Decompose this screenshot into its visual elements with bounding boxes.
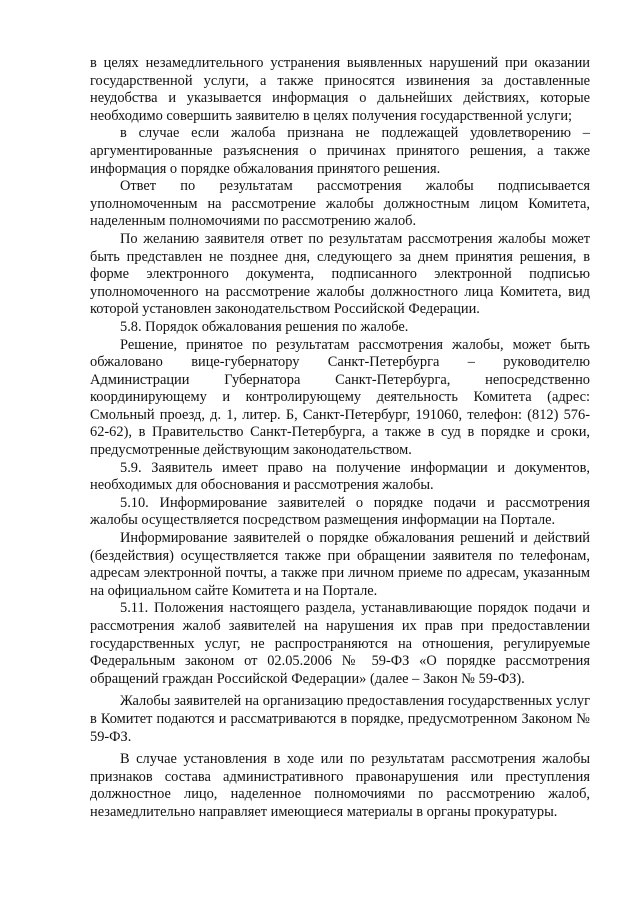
paragraph-electronic-answer: По желанию заявителя ответ по результатам рассмотрения жалобы может быть представлен не позднее дня, следующего за днем принятия решения, в форме электронного документа, подписанного электронной подписью уполномоченного на рассмотрение жалобы должностного лица Комитета, вид которой установлен законодательством Российской Федерации. <box>90 230 590 318</box>
paragraph-remedy-continuation: в целях незамедлительного устранения выявленных нарушений при оказании государственной услуги, а также приносятся извинения за доставленные неудобства и указывается информация о дальнейших действиях, которые необходимо совершить заявителю в целях получения государственной услуги; <box>90 55 590 124</box>
paragraph-informing-methods: Информирование заявителей о порядке обжалования решений и действий (бездействия) осуществляется также при обращении заявителя по телефонам, адресам электронной почты, а также при личном приеме по адресам, указанным на официальном сайте Комитета и на Портале. <box>90 530 590 599</box>
paragraph-prosecution-referral: В случае установления в ходе или по результатам рассмотрения жалобы признаков состава административного правонарушения или преступления должностное лицо, наделенное полномочиями по рассмотрению жалоб, незамедлительно направляет имеющиеся материалы в органы прокуратуры. <box>90 751 590 820</box>
paragraph-complaints-law-59: Жалобы заявителей на организацию предоставления государственных услуг в Комитет подаются и рассматриваются в порядке, предусмотренном Законом № 59-ФЗ. <box>90 693 590 745</box>
paragraph-5-10-informing: 5.10. Информирование заявителей о порядке подачи и рассмотрения жалобы осуществляется посредством размещения информации на Портале. <box>90 494 590 529</box>
paragraph-rejection-case: в случае если жалоба признана не подлежащей удовлетворению – аргументированные разъяснения о причинах принятого решения, а также информация о порядке обжалования принятого решения. <box>90 125 590 177</box>
section-5-8-heading: 5.8. Порядок обжалования решения по жалобе. <box>120 318 409 335</box>
paragraph-appeal-decision: Решение, принятое по результатам рассмотрения жалобы, может быть обжаловано вице-губернатору Санкт-Петербурга – руководителю Администрации Губернатора Санкт-Петербурга, непосредственно координирующему и контролирующему деятельность Комитета (адрес: Смольный проезд, д. 1, литер. Б, Санкт-Петербург, 191060, телефон: (812) 576-62-62), в Правительство Санкт-Петербурга, а также в суд в порядке и сроки, предусмотренные действующим законодательством. <box>90 336 590 459</box>
paragraph-5-9-right-to-information: 5.9. Заявитель имеет право на получение информации и документов, необходимых для обоснования и рассмотрения жалобы. <box>90 459 590 494</box>
document-page <box>90 55 590 822</box>
paragraph-5-11-scope: 5.11. Положения настоящего раздела, устанавливающие порядок подачи и рассмотрения жалоб заявителей на нарушения их прав при предоставлении государственных услуг, не распространяются на отношения, регулируемые Федеральным законом от 02.05.2006 № 59-ФЗ «О порядке рассмотрения обращений граждан Российской Федерации» (далее – Закон № 59-ФЗ). <box>90 600 590 687</box>
paragraph-answer-signature: Ответ по результатам рассмотрения жалобы подписывается уполномоченным на рассмотрение жалобы должностным лицом Комитета, наделенным полномочиями по рассмотрению жалоб. <box>90 178 590 230</box>
